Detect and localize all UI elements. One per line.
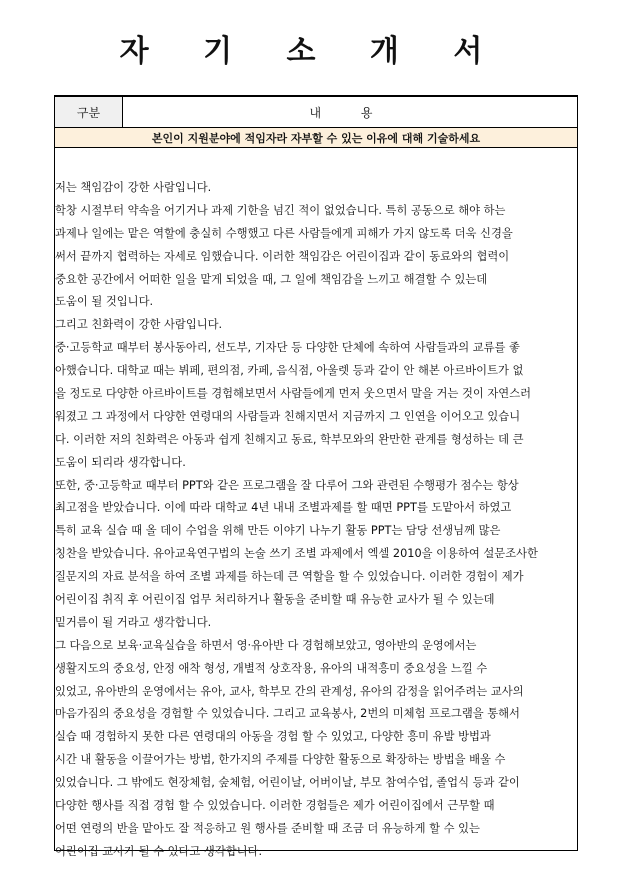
document-title: 자 기 소 개 서 <box>119 34 505 69</box>
essay-line: 칭찬을 받았습니다. 유아교육연구법의 논술 쓰기 조별 과제에서 엑셀 2010을 이용하여 설문조사한 <box>55 547 538 561</box>
essay-line: 마음가짐의 중요성을 경험할 수 있었습니다. 그리고 교육봉사, 2번의 미체험 프로그램을 통해서 <box>55 707 520 721</box>
essay-line: 밑거름이 될 거라고 생각합니다. <box>55 615 212 629</box>
essay-line: 시간 내 활동을 이끌어가는 방법, 한가지의 주제를 다양한 활동으로 확장하는 방법을 배울 수 <box>55 753 506 767</box>
essay-body <box>55 177 579 864</box>
essay-line: 아했습니다. 대학교 때는 뷔페, 편의점, 카페, 음식점, 아울렛 등과 같이 안 해본 아르바이트가 없 <box>55 364 524 378</box>
essay-line: 실습 때 경험하지 못한 다른 연령대의 아동을 경험 할 수 있었고, 다양한 흥미 유발 방법과 <box>55 730 491 744</box>
essay-line: 그 다음으로 보육·교육실습을 하면서 영·유아반 다 경험해보았고, 영아반의 운영에서는 <box>55 638 477 652</box>
essay-line: 질문지의 자료 분석을 하여 조별 과제를 하는데 큰 역할을 할 수 있었습니다. 이러한 경험이 제가 <box>55 570 524 584</box>
essay-line: 어린이집 취직 후 어린이집 업무 처리하거나 활동을 준비할 때 유능한 교사가 될 수 있는데 <box>55 593 495 607</box>
essay-line: 어떤 연령의 반을 맡아도 잘 적응하고 원 행사를 준비할 때 조금 더 유능하게 할 수 있는 <box>55 821 480 835</box>
essay-line: 다. 이러한 저의 친화력은 아동과 쉽게 친해지고 동료, 학부모와의 완만한 관계를 형성하는 데 큰 <box>55 432 524 446</box>
essay-line: 생활지도의 중요성, 안정 애착 형성, 개별적 상호작용, 유아의 내적흥미 중요성을 느낄 수 <box>55 661 488 675</box>
essay-line: 다양한 행사를 직접 경험 할 수 있었습니다. 이러한 경험들은 제가 어린이집에서 근무할 때 <box>55 799 495 813</box>
essay-line: 있었고, 유아반의 운영에서는 유아, 교사, 학부모 간의 관계성, 유아의 감정을 읽어주려는 교사의 <box>55 684 524 698</box>
question-row: 본인이 지원분야에 적임자라 자부할 수 있는 이유에 대해 기술하세요 <box>55 128 577 148</box>
essay-line: 과제나 일에는 맡은 역할에 충실히 수행했고 다른 사람들에게 피해가 가지 않도록 더욱 신경을 <box>55 226 513 240</box>
essay-line: 또한, 중·고등학교 때부터 PPT와 같은 프로그램을 잘 다루어 그와 관련된 수행평가 점수는 항상 <box>55 478 519 492</box>
essay-line: 학창 시절부터 약속을 어기거나 과제 기한을 넘긴 적이 없었습니다. 특히 공동으로 해야 하는 <box>55 203 506 217</box>
essay-line: 어린이집 교사가 될 수 있다고 생각합니다. <box>55 844 263 858</box>
essay-line: 을 정도로 다양한 아르바이트를 경험해보면서 사람들에게 먼저 웃으면서 말을 거는 것이 자연스러 <box>55 387 532 401</box>
essay-line: 중·고등학교 때부터 봉사동아리, 선도부, 기자단 등 다양한 단체에 속하여 사람들과의 교류를 좋 <box>55 341 520 355</box>
essay-line: 있었습니다. 그 밖에도 현장체험, 숲체험, 어린이날, 어버이날, 부모 참여수업, 졸업식 등과 같이 <box>55 776 520 790</box>
essay-line: 워졌고 그 과정에서 다양한 연령대의 사람들과 친해지면서 지금까지 그 인연을 이어오고 있습니 <box>55 409 521 423</box>
essay-line: 도움이 되리라 생각합니다. <box>55 455 186 469</box>
essay-line: 그리고 친화력이 강한 사람입니다. <box>55 318 223 332</box>
essay-line: 중요한 공간에서 어떠한 일을 맡게 되었을 때, 그 일에 책임감을 느끼고 해결할 수 있는데 <box>55 272 488 286</box>
essay-line: 써서 끝까지 협력하는 자세로 임했습니다. 이러한 책임감은 어린이집과 같이 동료와의 협력이 <box>55 249 510 263</box>
essay-table <box>54 95 578 858</box>
essay-line: 특히 교육 실습 때 올 데이 수업을 위해 만든 이야기 나누기 활동 PPT는 담당 선생님께 많은 <box>55 524 501 538</box>
essay-line: 도움이 될 것입니다. <box>55 295 154 309</box>
essay-line: 최고점을 받았습니다. 이에 따라 대학교 4년 내내 조별과제를 할 때면 PPT를 도맡아서 하였고 <box>55 501 512 515</box>
essay-line: 저는 책임감이 강한 사람입니다. <box>55 181 212 194</box>
header-content: 내 용 <box>309 105 391 120</box>
table-header-row <box>55 97 577 128</box>
header-category: 구분 <box>55 97 123 127</box>
